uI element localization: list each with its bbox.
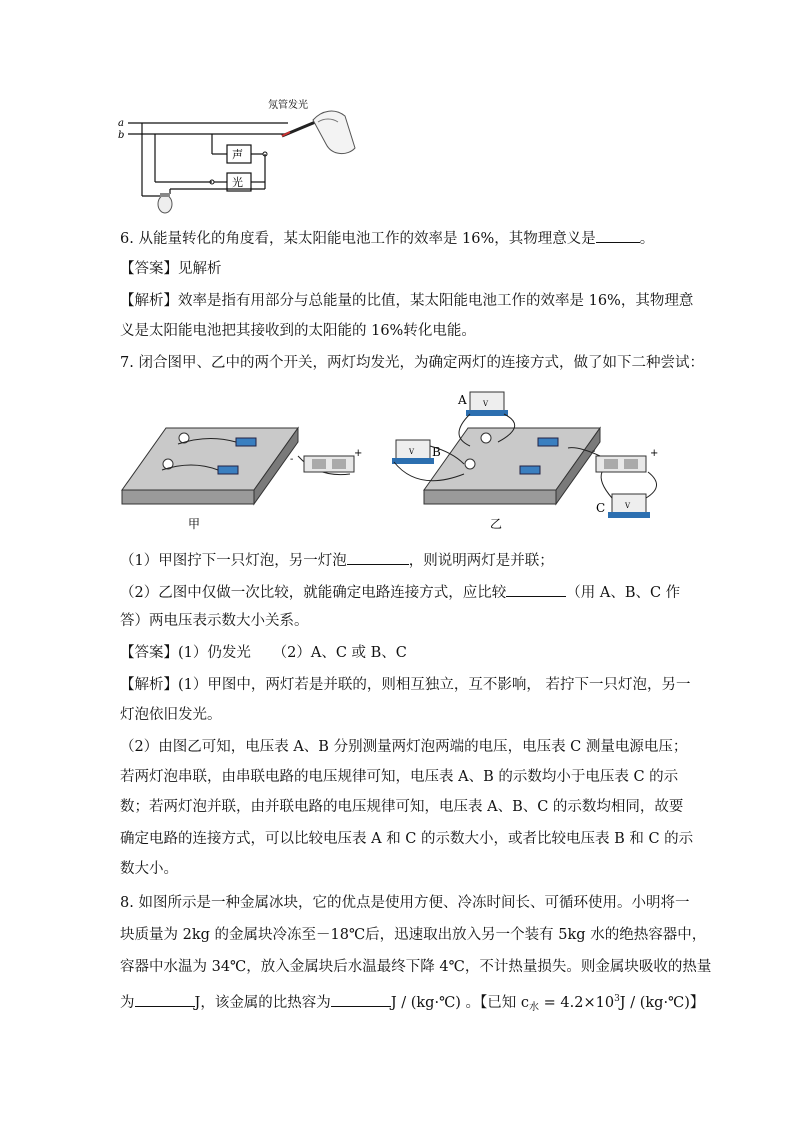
switch-icon (538, 438, 558, 446)
q7-sub1 (120, 550, 690, 570)
q7-sub2-blank (506, 582, 566, 597)
voltmeter-c-label: C (596, 501, 606, 515)
battery-right-minus: - (592, 446, 596, 457)
battery-plus: + (354, 448, 363, 459)
q7-analysis-l5: 数；若两灯泡并联，由并联电路的电压规律可知，电压表 A、B、C 的示数均相同，故要 (120, 799, 684, 815)
q6-question-end: 。 (639, 231, 655, 247)
q8-line3: 容器中水温为 34℃，放入金属块后水温最终下降 4℃，不计热量损失。则金属块吸收的热量 (120, 959, 712, 975)
q7-sub2-text-a: （2）乙图中仅做一次比较，就能确定电路连接方式，应比较 (120, 585, 507, 601)
q7-sub1-text-b: ，则说明两灯是并联； (408, 553, 554, 569)
q6-answer (120, 260, 690, 278)
answer-tag: 【答案】 (120, 261, 178, 277)
q8-line4 (120, 990, 705, 1017)
hand-holding-test-pen-icon (282, 111, 355, 154)
q8-text-a: 为 (120, 995, 135, 1011)
voltmeter-b-label: B (432, 445, 441, 459)
voltmeter-c (596, 472, 657, 518)
battery-right-plus: + (650, 448, 659, 459)
circuit-figure-test-pen (110, 96, 370, 220)
voltmeter-b-symbol: V (409, 448, 415, 456)
wire-label-a: a (118, 118, 124, 129)
q7-analysis-l7: 数大小。 (120, 861, 178, 877)
board-yi (424, 428, 600, 504)
q7-circuit-boards-figure (118, 386, 678, 534)
neon-caption: 氖管发光 (268, 100, 308, 111)
q8-line2: 块质量为 2kg 的金属块冷冻至－18℃后，迅速取出放入另一个装有 5kg 水的绝热容器中， (120, 927, 707, 943)
q8-exponent: 3 (614, 994, 620, 1004)
battery-minus: - (290, 454, 294, 465)
q8-text-c: J / (kg·℃) 。【已知 c (390, 995, 530, 1011)
q6-question-text: 6. 从能量转化的角度看，某太阳能电池工作的效率是 16%，其物理意义是 (120, 231, 596, 247)
q8-specific-heat-blank (331, 992, 391, 1007)
q8-text-b: J，该金属的比热容为 (194, 995, 331, 1011)
switch-icon (236, 438, 256, 446)
voltmeter-c-symbol: V (625, 502, 631, 510)
q8-line1: 8. 如图所示是一种金属冰块，它的优点是使用方便、冷冻时间长、可循环使用。小明将一 (120, 895, 690, 911)
q6-answer-blank (596, 228, 640, 243)
q6-analysis-text1: 效率是指有用部分与总能量的比值，某太阳能电池工作的效率是 16%，其物理意 (178, 293, 694, 309)
q7-analysis-l4: 若两灯泡串联，由串联电路的电压规律可知，电压表 A、B 的示数均小于电压表 C 的示 (120, 769, 679, 785)
switch-icon (520, 466, 540, 474)
answer-tag: 【答案】 (120, 645, 178, 661)
q6-analysis-line1 (120, 292, 694, 310)
q8-water-subscript: 水 (529, 1002, 540, 1013)
q7-sub1-text-a: （1）甲图拧下一只灯泡，另一灯泡 (120, 553, 347, 569)
q6-question (120, 228, 690, 248)
q7-sub2 (120, 582, 690, 602)
q7-sub1-blank (347, 550, 409, 565)
bulb-icon (481, 433, 491, 443)
analysis-tag: 【解析】 (120, 293, 178, 309)
q7-analysis-l6: 确定电路的连接方式，可以比较电压表 A 和 C 的示数大小，或者比较电压表 B 和 C 的示 (120, 831, 694, 847)
battery-left (290, 448, 362, 472)
q7-sub2-text-b: （用 A、B、C 作 (566, 585, 681, 601)
q8-text-d: = 4.2×10 (539, 995, 615, 1011)
switch-icon (218, 466, 238, 474)
q7-answer (120, 644, 690, 662)
wire-label-b: b (118, 130, 125, 141)
voltmeter-a-label: A (458, 393, 467, 407)
q6-analysis-line2: 义是太阳能电池把其接收到的太阳能的 16%转化电能。 (120, 323, 476, 339)
voltmeter-a-symbol: V (483, 400, 489, 408)
analysis-tag: 【解析】 (120, 677, 178, 693)
bulb-icon (158, 195, 172, 213)
caption-jia: 甲 (188, 517, 201, 531)
q8-text-e: J / (kg·℃)】 (619, 995, 705, 1011)
bulb-icon (465, 459, 475, 469)
caption-yi: 乙 (490, 517, 503, 531)
q6-answer-text: 见解析 (178, 261, 222, 277)
q8-heat-blank (135, 992, 195, 1007)
q7-question: 7. 闭合图甲、乙中的两个开关，两灯均发光，为确定两灯的连接方式，做了如下二种尝试： (120, 355, 704, 371)
light-switch-label: 光 (232, 176, 243, 189)
q7-sub2-cont: 答）两电压表示数大小关系。 (120, 613, 309, 629)
q7-answer-text: (1）仍发光 （2）A、C 或 B、C (178, 645, 407, 661)
q7-analysis-l3: （2）由图乙可知，电压表 A、B 分别测量两灯泡两端的电压，电压表 C 测量电源电压； (120, 739, 688, 755)
q7-analysis-l2: 灯泡依旧发光。 (120, 707, 222, 723)
sound-switch-label: 声 (232, 148, 243, 161)
q7-analysis-text1: (1）甲图中，两灯若是并联的，则相互独立，互不影响， 若拧下一只灯泡，另一 (178, 677, 691, 693)
q7-analysis-l1 (120, 676, 690, 694)
